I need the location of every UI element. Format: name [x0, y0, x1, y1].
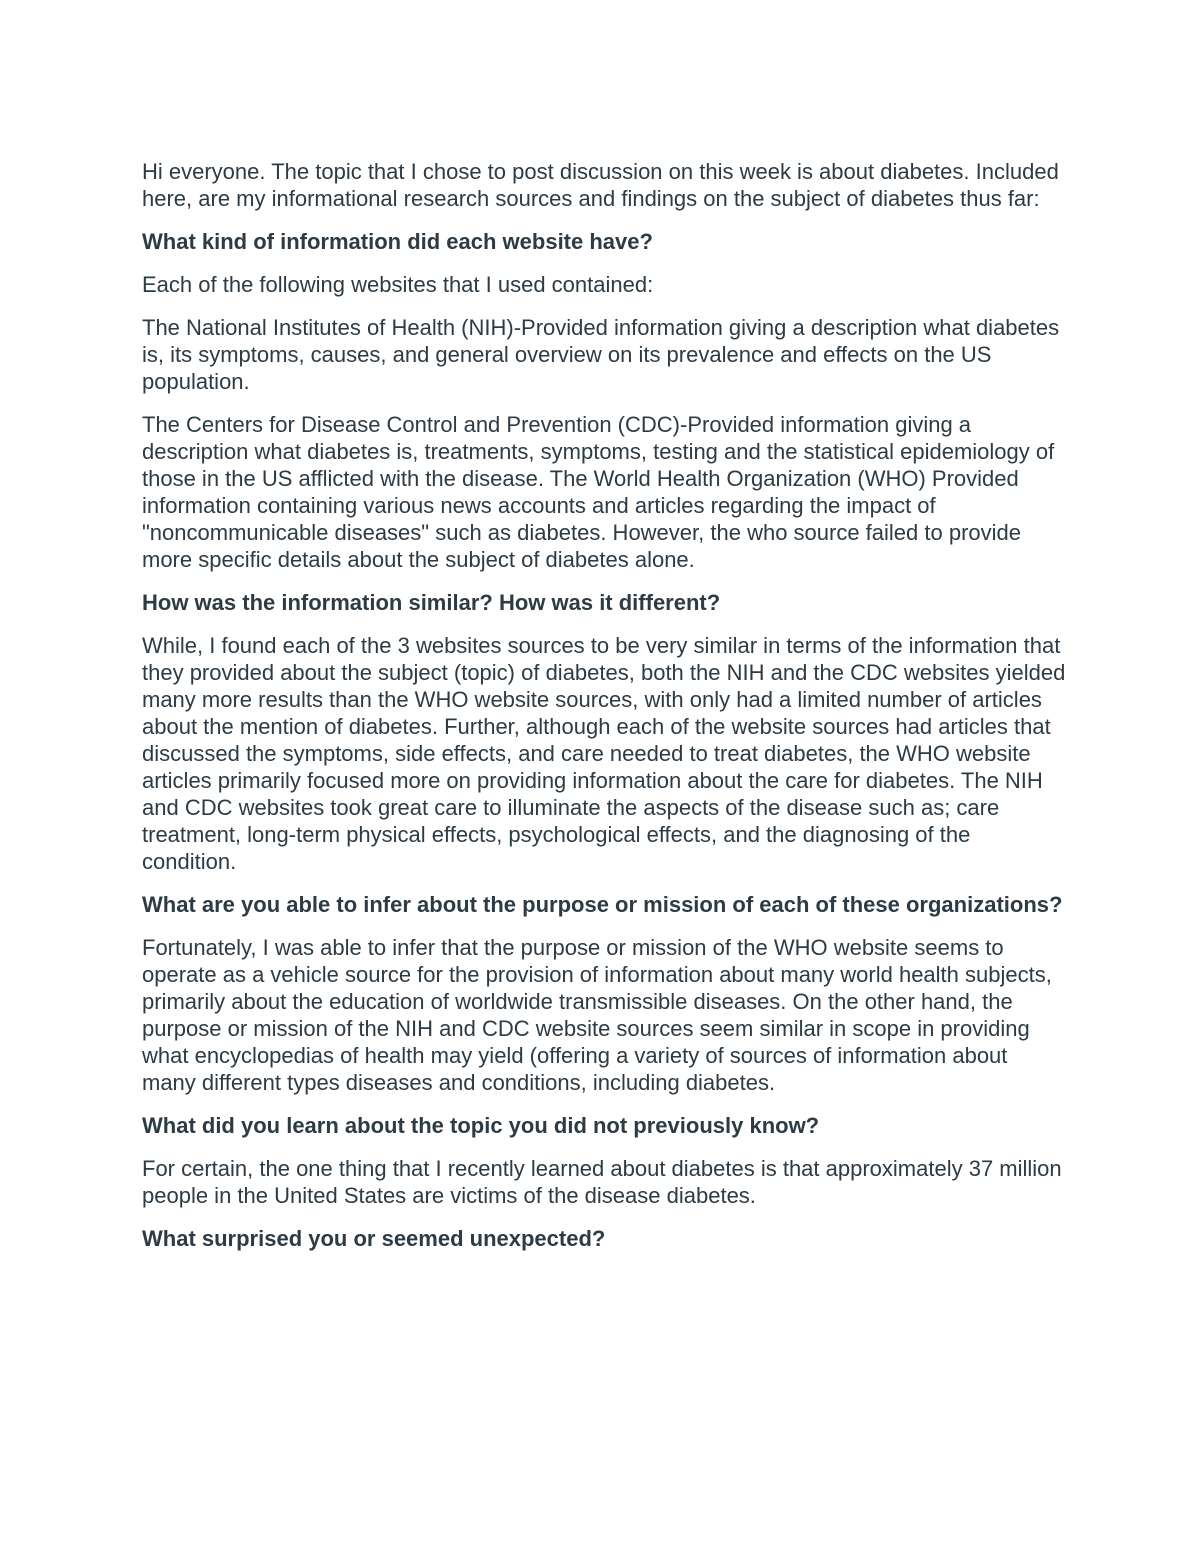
document-body	[142, 158, 1067, 1268]
intro-paragraph: Hi everyone. The topic that I chose to post discussion on this week is about diabetes. Included here, are my informational research sources and findings on the subject of diabetes thus far:	[142, 159, 1059, 211]
question-heading-4: What did you learn about the topic you did not previously know?	[142, 1113, 820, 1138]
question-heading-2: How was the information similar? How was it different?	[142, 590, 721, 615]
answer-1-intro: Each of the following websites that I used contained:	[142, 272, 654, 297]
answer-3: Fortunately, I was able to infer that the purpose or mission of the WHO website seems to operate as a vehicle source for the provision of information about many world health subjects, primarily about the education of worldwide transmissible diseases. On the other hand, the purpose or mission of the NIH and CDC website sources seem similar in scope in providing what encyclopedias of health may yield (offering a variety of sources of information about many different types diseases and conditions, including diabetes.	[142, 935, 1052, 1095]
answer-1-nih: The National Institutes of Health (NIH)-Provided information giving a description what diabetes is, its symptoms, causes, and general overview on its prevalence and effects on the US population.	[142, 315, 1060, 394]
answer-2: While, I found each of the 3 websites sources to be very similar in terms of the information that they provided about the subject (topic) of diabetes, both the NIH and the CDC websites yielded many more results than the WHO website sources, with only had a limited number of articles about the mention of diabetes. Further, although each of the website sources had articles that discussed the symptoms, side effects, and care needed to treat diabetes, the WHO website articles primarily focused more on providing information about the care for diabetes. The NIH and CDC websites took great care to illuminate the aspects of the disease such as; care treatment, long-term physical effects, psychological effects, and the diagnosing of the condition.	[142, 633, 1066, 874]
answer-1-cdc-who: The Centers for Disease Control and Prevention (CDC)-Provided information giving a description what diabetes is, treatments, symptoms, testing and the statistical epidemiology of those in the US afflicted with the disease. The World Health Organization (WHO) Provided information containing various news accounts and articles regarding the impact of "noncommunicable diseases" such as diabetes. However, the who source failed to provide more specific details about the subject of diabetes alone.	[142, 412, 1055, 572]
question-heading-1: What kind of information did each website have?	[142, 229, 653, 254]
answer-4: For certain, the one thing that I recently learned about diabetes is that approximately 37 million people in the United States are victims of the disease diabetes.	[142, 1156, 1062, 1208]
question-heading-5: What surprised you or seemed unexpected?	[142, 1226, 606, 1251]
question-heading-3: What are you able to infer about the purpose or mission of each of these organizations?	[142, 892, 1063, 917]
